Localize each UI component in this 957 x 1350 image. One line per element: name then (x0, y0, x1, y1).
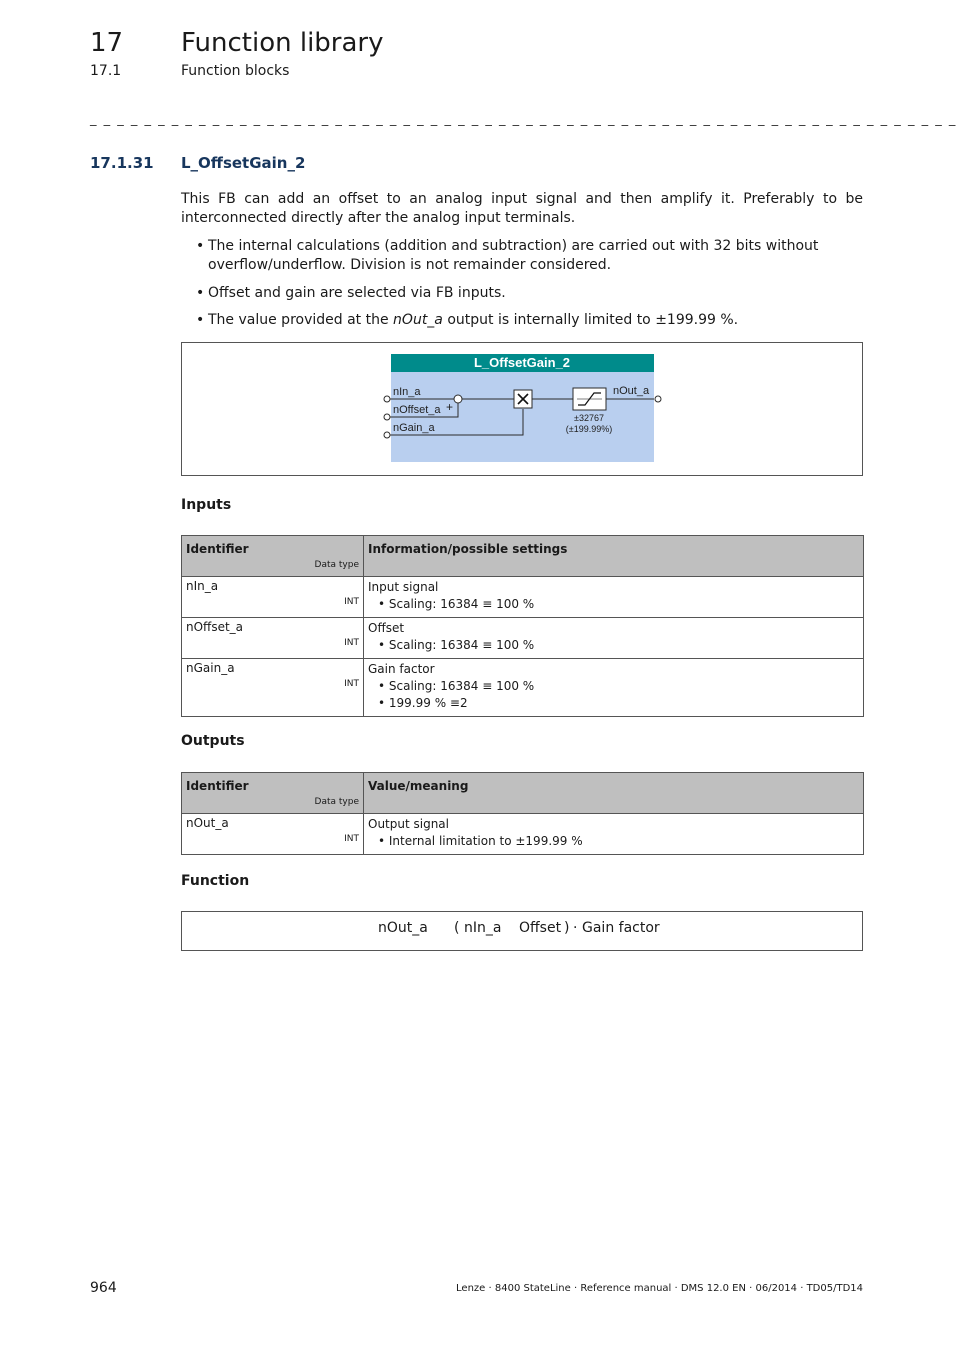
info-list-item: • Scaling: 16384 ≡ 100 % (378, 638, 535, 652)
header-info (364, 536, 864, 577)
intro-paragraph: This FB can add an offset to an analog input signal and then amplify it. Preferably to be interconnected directly after the analog input terminals. (181, 191, 863, 226)
formula-lhs: nOut_a (378, 920, 428, 936)
info-list-item: • Scaling: 16384 ≡ 100 % (378, 679, 535, 693)
header-info-label: Value/meaning (368, 779, 469, 793)
info-list-item: • 199.99 % ≡2 (378, 696, 468, 710)
data-type: INT (344, 638, 359, 648)
header-rule: _ _ _ _ _ _ _ _ _ _ _ _ _ _ _ _ _ _ _ _ _ _ _ _ _ _ _ _ _ _ _ _ _ _ _ _ _ _ _ _ _ _ _ _ _ _ _ _ _ _ _ _ _ _ _ _ _ _ _ _ _ _ _ _ (90, 112, 957, 127)
block-title: L_OffsetGain_2 (473, 355, 571, 370)
id-cell (182, 618, 364, 659)
identifier: nOffset_a (186, 620, 244, 634)
table-header-row (182, 773, 864, 814)
header-info-label: Information/possible settings (368, 542, 568, 556)
section-number: 17.1 (90, 63, 122, 79)
header-identifier-label: Identifier (186, 779, 249, 793)
info-list-item: • Scaling: 16384 ≡ 100 % (378, 597, 535, 611)
chapter-title: Function library (181, 28, 384, 58)
heading-title: L_OffsetGain_2 (181, 154, 306, 172)
info-cell (364, 618, 864, 659)
bullet-text (208, 311, 848, 330)
label-nGain_a: nGain_a (393, 422, 435, 434)
data-type: INT (344, 597, 359, 607)
bullet-item (196, 311, 856, 330)
bullet-item (196, 284, 856, 303)
header-data-type: Data type (314, 797, 359, 807)
formula-open-paren: ( (454, 920, 460, 936)
function-block-diagram (182, 343, 862, 475)
bullet-text: Offset and gain are selected via FB inputs. (208, 285, 506, 301)
id-cell (182, 659, 364, 717)
label-nOffset_a: nOffset_a (393, 404, 441, 416)
section-title: Function blocks (181, 63, 290, 79)
pin-nOut_a (655, 396, 661, 402)
formula-factor: Gain factor (582, 920, 660, 936)
table-row (182, 659, 864, 717)
outputs-title: Outputs (181, 733, 245, 749)
outputs-table (181, 772, 864, 855)
info-list-item: • Internal limitation to ±199.99 % (378, 834, 583, 848)
data-type: INT (344, 679, 359, 689)
pin-nIn_a (384, 396, 390, 402)
function-title: Function (181, 873, 250, 889)
header-identifier (182, 536, 364, 577)
info-text: Output signal (368, 817, 449, 831)
id-cell (182, 814, 364, 855)
info-text: Input signal (368, 580, 439, 594)
inputs-table (181, 535, 864, 717)
formula-close: ) (564, 920, 570, 936)
bullet-text-suffix: output is internally limited to ±199.99 %. (442, 312, 739, 328)
bullet-dot: • (196, 312, 205, 328)
table-row (182, 814, 864, 855)
info-cell (364, 659, 864, 717)
function-formula (181, 911, 863, 951)
bullet-text-italic: nOut_a (393, 312, 443, 328)
function-block-figure (181, 342, 863, 476)
header-identifier-label: Identifier (186, 542, 249, 556)
chapter-number: 17 (90, 28, 124, 58)
limit-value: ±32767 (574, 413, 604, 423)
bullet-dot: • (196, 285, 205, 301)
pin-nOffset_a (384, 414, 390, 420)
bullet-dot: • (196, 238, 205, 254)
identifier: nIn_a (186, 579, 219, 593)
info-cell (364, 577, 864, 618)
formula-var2: Offset (519, 920, 562, 936)
table-row (182, 618, 864, 659)
sum-junction (454, 395, 462, 403)
inputs-title: Inputs (181, 497, 232, 513)
table-row (182, 577, 864, 618)
formula-var1: nIn_a (464, 920, 502, 936)
bullet-text-prefix: The value provided at the (208, 312, 394, 328)
identifier: nOut_a (186, 816, 229, 830)
formula-dot: · (573, 920, 578, 936)
bullet-item (196, 237, 856, 275)
sum-sign: + (446, 400, 454, 414)
heading-number: 17.1.31 (90, 154, 154, 172)
page-number: 964 (90, 1280, 117, 1296)
info-cell (364, 814, 864, 855)
info-text: Gain factor (368, 662, 435, 676)
data-type: INT (344, 834, 359, 844)
limit-percent: (±199.99%) (565, 424, 613, 434)
header-identifier (182, 773, 364, 814)
label-nOut_a: nOut_a (613, 385, 650, 397)
header-data-type: Data type (314, 560, 359, 570)
id-cell (182, 577, 364, 618)
info-text: Offset (368, 621, 405, 635)
bullet-text: The internal calculations (addition and subtraction) are carried out with 32 bits without overflow/underflow. Division is not remainder considered. (208, 238, 819, 273)
label-nIn_a: nIn_a (393, 386, 421, 398)
header-info (364, 773, 864, 814)
identifier: nGain_a (186, 661, 235, 675)
footer-info: Lenze · 8400 StateLine · Reference manual · DMS 12.0 EN · 06/2014 · TD05/TD14 (456, 1283, 863, 1294)
table-header-row (182, 536, 864, 577)
pin-nGain_a (384, 432, 390, 438)
